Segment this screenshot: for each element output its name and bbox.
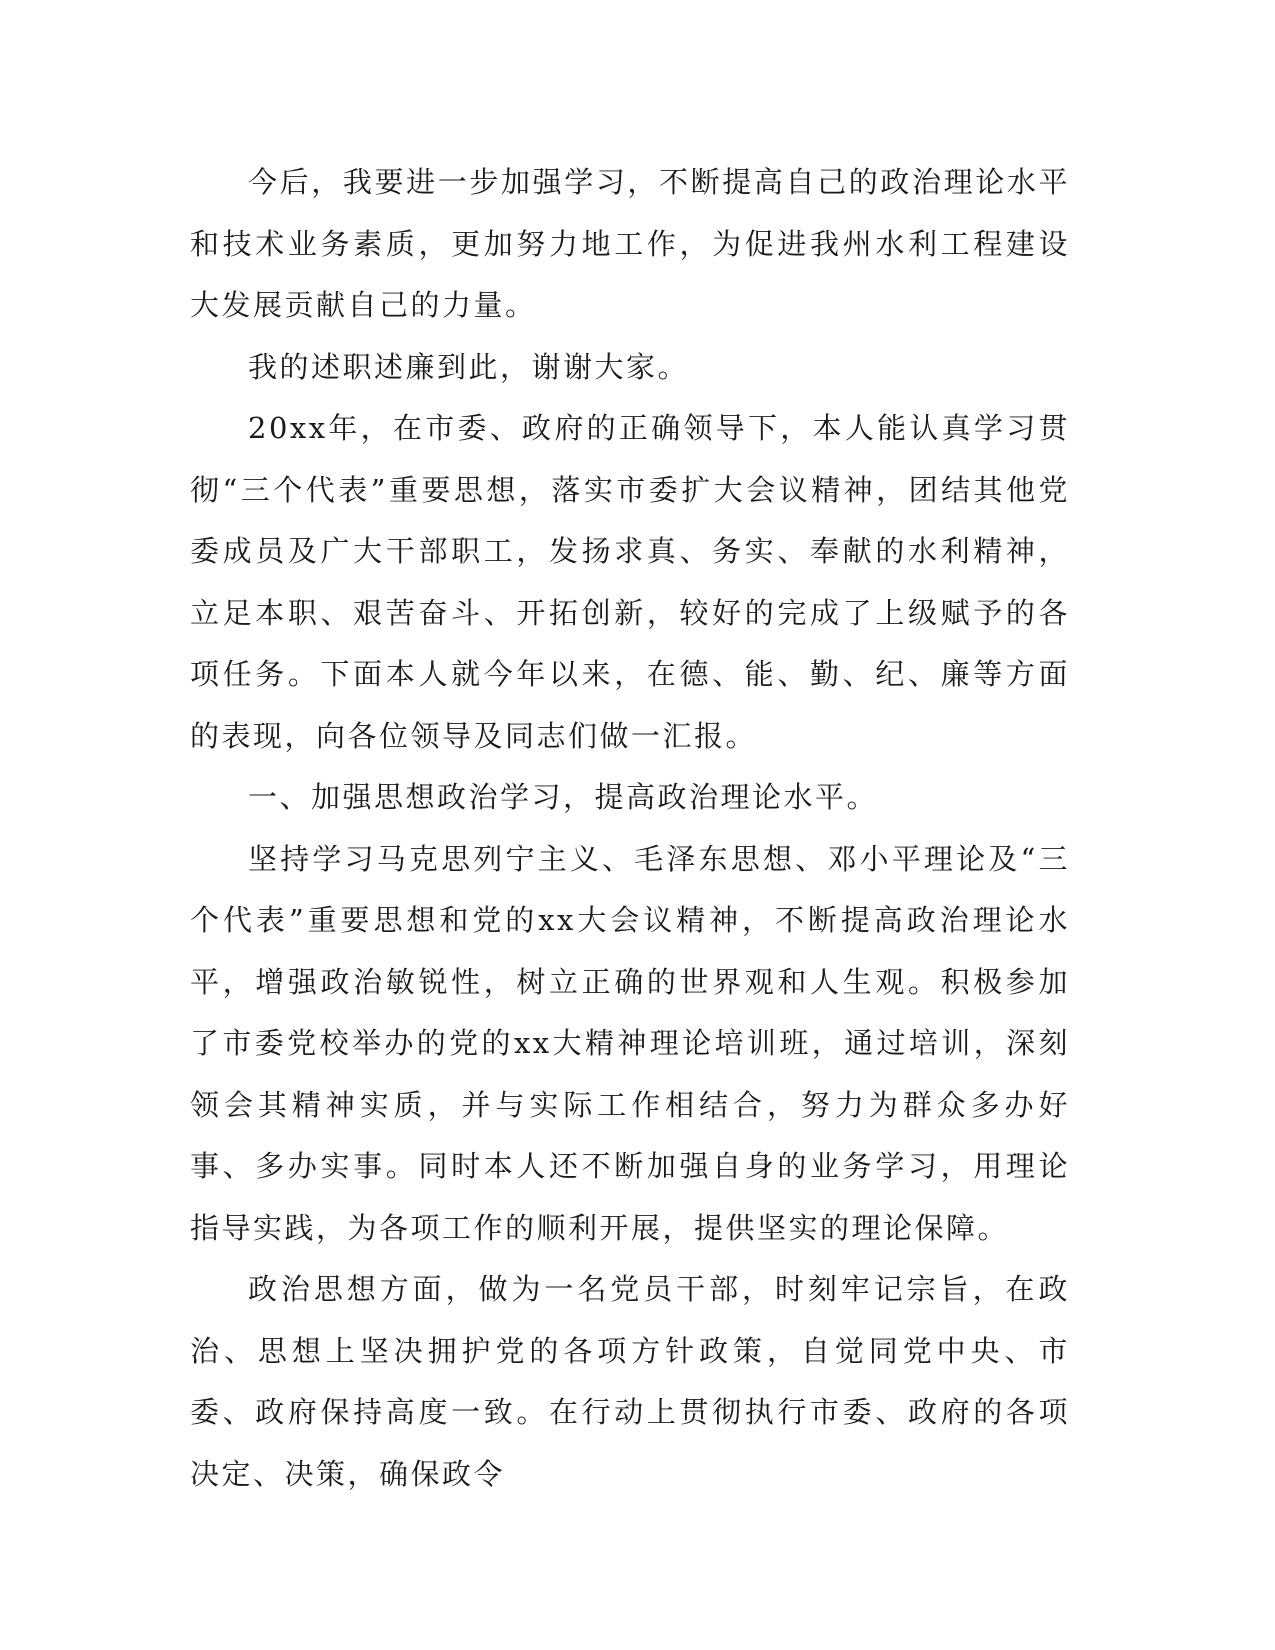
paragraph-annual-intro: 20xx年，在市委、政府的正确领导下，本人能认真学习贯彻“三个代表”重要思想，落实市委扩大会议精神，团结其他党委成员及广大干部职工，发扬求真、务实、奉献的水利精神，立足本职、艰苦奋斗、开拓创新，较好的完成了上级赋予的各项任务。下面本人就今年以来，在德、能、勤、纪、廉等方面的表现，向各位领导及同志们做一汇报。 [190,411,1070,753]
paragraph-political-thought: 政治思想方面，做为一名党员干部，时刻牢记宗旨，在政治、思想上坚决拥护党的各项方针政策，自觉同党中央、市委、政府保持高度一致。在行动上贯彻执行市委、政府的各项决定、决策，确保政令 [190,1272,1070,1491]
paragraph-closing-commitment: 今后，我要进一步加强学习，不断提高自己的政治理论水平和技术业务素质，更加努力地工作，为促进我州水利工程建设大发展贡献自己的力量。 [190,165,1070,322]
document-body [190,152,1070,1505]
paragraph-political-study: 坚持学习马克思列宁主义、毛泽东思想、邓小平理论及“三个代表”重要思想和党的xx大会议精神，不断提高政治理论水平，增强政治敏锐性，树立正确的世界观和人生观。积极参加了市委党校举办的党的xx大精神理论培训班，通过培训，深刻领会其精神实质，并与实际工作相结合，努力为群众多办好事、多办实事。同时本人还不断加强自身的业务学习，用理论指导实践，为各项工作的顺利开展，提供坚实的理论保障。 [190,841,1070,1245]
section-heading-political-study: 一、加强思想政治学习，提高政治理论水平。 [248,780,879,814]
paragraph-thanks: 我的述职述廉到此，谢谢大家。 [248,349,690,384]
